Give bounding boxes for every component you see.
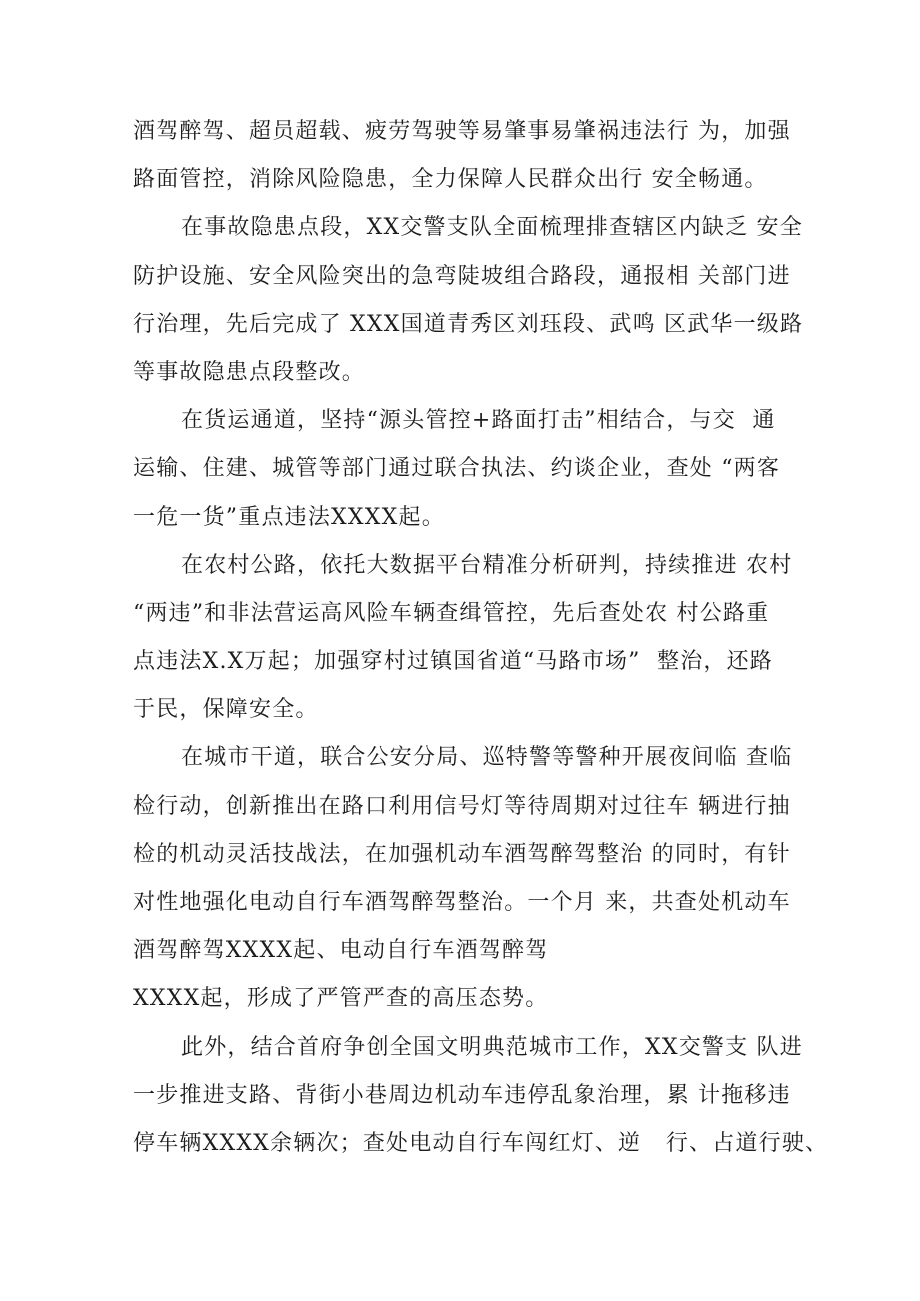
text-line: 运输、住建、城管等部门通过联合执法、约谈企业，查处 “两客 [133,456,781,482]
text-line: 行治理，先后完成了 XXX国道青秀区刘珏段、武鸣 区武华一级路 [133,311,804,337]
text-line: 路面管控，消除风险隐患，全力保障人民群众出行 安全畅通。 [133,167,768,193]
text-line: “两违”和非法营运高风险车辆查缉管控，先后查处农 村公路重 [133,600,770,626]
text-line: 检行动，创新推出在路口利用信号灯等待周期对过往车 辆进行抽 [133,793,791,819]
text-line: 检的机动灵活技战法，在加强机动车酒驾醉驾整治 的同时，有针 [133,841,791,867]
text-line: 酒驾醉驾XXXX起、电动自行车酒驾醉驾 [133,938,549,964]
paragraph-start-line: 在事故隐患点段，XX交警支队全面梳理排查辖区内缺乏 安全 [181,215,803,241]
text-line: XXXX起，形成了严管严查的高压态势。 [133,986,549,1012]
document-body [133,108,829,1168]
text-line: 等事故隐患点段整改。 [133,359,366,385]
text-line: 防护设施、安全风险突出的急弯陡坡组合路段，通报相 关部门进 [133,263,791,289]
paragraph-start-line: 此外，结合首府争创全国文明典范城市工作，XX交警支 队进 [181,1034,803,1060]
paragraph-start-line: 在农村公路，依托大数据平台精准分析研判，持续推进 农村 [181,552,793,578]
text-line: 一危一货”重点违法XXXX起。 [133,504,445,530]
text-line: 对性地强化电动自行车酒驾醉驾整治。一个月 来，共查处机动车 [133,890,791,915]
text-line: 一步推进支路、背街小巷周边机动车违停乱象治理，累 计拖移违 [133,1082,791,1108]
text-line: 酒驾醉驾、超员超载、疲劳驾驶等易肇事易肇祸违法行 为，加强 [133,119,791,144]
text-line: 点违法X.X万起；加强穿村过镇国省道“马路市场” 整治，还路 [133,649,773,675]
paragraph-start-line: 在货运通道，坚持“源头管控+路面打击”相结合，与交 通 [181,408,776,434]
text-line: 停车辆XXXX余辆次；查处电动自行车闯红灯、逆 行、占道行驶、 [133,1130,829,1156]
text-line: 于民，保障安全。 [133,697,319,723]
paragraph-start-line: 在城市干道，联合公安分局、巡特警等警种开展夜间临 查临 [181,745,793,771]
